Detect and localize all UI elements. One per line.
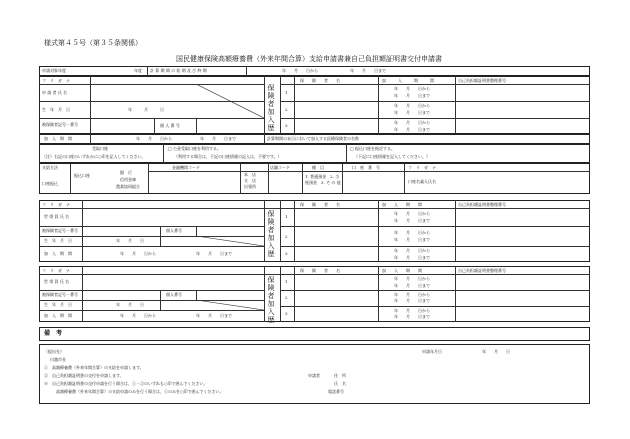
join-label: 加 入 期 間 xyxy=(44,251,72,256)
remarks-box[interactable] xyxy=(39,327,590,341)
statement-2: ② 自己負担額証明書の交付を申請します。 xyxy=(44,373,124,378)
apply-date-label: 申請年月日 xyxy=(422,349,442,354)
join-from[interactable]: 年 月 日から xyxy=(120,313,156,318)
member-name-label: 世 帯 員 氏 名 xyxy=(44,214,70,219)
option-public-note: （利用する場合は，下記の口座情報の記入は，不要です。） xyxy=(174,154,282,159)
birth-label: 生 年 月 日 xyxy=(42,107,70,112)
holder-kana-label: フ リ ガ ナ xyxy=(408,165,436,170)
join-label: 加 入 期 間 xyxy=(44,136,72,141)
delegate-label: 受取口座 xyxy=(92,146,108,151)
row-no: 3 xyxy=(285,251,288,256)
birth-ymd[interactable]: 年 月 日 xyxy=(116,302,144,307)
period-to[interactable]: 年 月 日まで xyxy=(394,314,430,319)
row-no: 2 xyxy=(285,295,288,300)
period-from[interactable]: 年 月 日から xyxy=(394,248,430,253)
row-no: 1 xyxy=(285,214,288,219)
form-number: 様式第４５号（第３５条関係） xyxy=(44,39,142,47)
period-from[interactable]: 年 月 日から xyxy=(394,276,430,281)
member-name-label: 世 帯 員 氏 名 xyxy=(44,279,70,284)
join-from[interactable]: 年 月 日から xyxy=(136,136,172,141)
join-label: 加 入 期 間 xyxy=(44,313,72,318)
col-insurer: 保 険 者 名 xyxy=(300,78,340,83)
bank-code-label: 金融機関コード xyxy=(172,165,200,170)
col-cert-no: 自己負担額証明書整理番号 xyxy=(458,78,506,83)
join-to[interactable]: 年 月 日まで xyxy=(200,136,236,141)
period-to[interactable]: 年 月 日まで xyxy=(394,283,430,288)
row-no: 2 xyxy=(285,234,288,239)
col-cert-no: 自己負担額証明書整理番号 xyxy=(458,202,506,207)
period-label: 計 算 期 間 の 始 期 及 び 終 期 xyxy=(150,68,207,73)
statement-1: ① 高額療養費（外来年間合算）の支給を申請します。 xyxy=(44,365,144,370)
credit-type: 信用金庫 xyxy=(120,177,136,182)
statement-note-2: 高額療養費（外来年間合算）の支給申請のみを行う場合は，①のみを○印で囲んでください。 xyxy=(56,389,224,394)
fiscal-year-unit: 年度 xyxy=(134,68,142,73)
period-from[interactable]: 年 月 日から xyxy=(394,230,430,235)
col-period: 加 入 期 間 xyxy=(382,268,422,273)
period-to[interactable]: 年 月 日まで xyxy=(394,255,430,260)
row-no: 2 xyxy=(285,107,288,112)
option-designate-note: （下記に口座情報を記入してください。） xyxy=(354,154,430,159)
option-public-account[interactable]: □ 公金受取口座を利用する。 xyxy=(168,146,222,151)
insurer-history-label: 保険者加入歴 xyxy=(267,84,275,132)
birth-label: 生 年 月 日 xyxy=(44,238,72,243)
furigana-label: フ リ ガ ナ xyxy=(42,78,70,83)
fiscal-year-label: 申請対象年度 xyxy=(42,68,66,73)
period-from[interactable]: 年 月 日から xyxy=(394,103,430,108)
period-from[interactable]: 年 月 日から xyxy=(394,292,430,297)
personal-no-label: 個人番号 xyxy=(166,228,182,233)
diagonal-mark xyxy=(196,300,264,310)
address-label: 住 所 xyxy=(334,373,346,378)
holder-name-label: 口座名義人氏名 xyxy=(408,179,436,184)
submit-to-label: （提出先） xyxy=(44,349,64,354)
birth-label: 生 年 月 日 xyxy=(44,302,72,307)
period-to[interactable]: 年 月 日まで xyxy=(394,298,430,303)
applicant-label: 申請者 xyxy=(308,373,320,378)
applicant-name-label: 申 請 者 氏 名 xyxy=(42,90,68,95)
col-cert-no: 自己負担額証明書整理番号 xyxy=(458,268,506,273)
delegate-note: （注）右記の口座のいずれかに○印を記入してください。 xyxy=(42,154,146,159)
period-from[interactable]: 年 月 日から xyxy=(394,86,430,91)
row-no: 1 xyxy=(285,90,288,95)
join-to[interactable]: 年 月 日まで xyxy=(196,251,232,256)
insurer-history-label: 保険者加入歴 xyxy=(267,210,275,258)
remarks-label: 備 考 xyxy=(44,330,63,337)
period-to[interactable]: 年 月 日まで xyxy=(350,68,386,73)
sub-office: 出張所 xyxy=(244,184,256,189)
period-to[interactable]: 年 月 日まで xyxy=(394,93,430,98)
branch-office: 支 店 xyxy=(244,178,256,183)
col-insurer: 保 険 者 名 xyxy=(300,268,340,273)
phone-label: 電話番号 xyxy=(328,389,344,394)
account-types[interactable]: 1. 普通預金 2. 当座預金 3. そ の 他 xyxy=(305,174,341,185)
row-no: 3 xyxy=(285,123,288,128)
transfer-label: 口座振込 xyxy=(42,181,58,186)
join-from[interactable]: 年 月 日から xyxy=(120,251,156,256)
row-no: 3 xyxy=(285,311,288,316)
period-from[interactable]: 年 月 日から xyxy=(394,120,430,125)
diagonal-mark xyxy=(196,236,264,246)
agri-type: 農業協同組合 xyxy=(116,184,140,189)
apply-date[interactable]: 年 月 日 xyxy=(482,349,510,354)
signer-name-label: 氏 名 xyxy=(334,381,346,386)
diagonal-mark xyxy=(196,84,264,118)
insured-code-label: 被保険者記号・番号 xyxy=(42,292,78,297)
statement-note: ※ 自己負担額証明書の交付申請を行う場合は，①・②のいずれも○印で囲んでください。 xyxy=(44,381,208,386)
account-no-label: 口 座 番 号 xyxy=(352,165,380,170)
submit-to: 川越市長 xyxy=(50,357,66,362)
furigana-label: フ リ ガ ナ xyxy=(42,268,70,273)
head-office: 本 店 xyxy=(244,172,256,177)
period-to[interactable]: 年 月 日まで xyxy=(394,237,430,242)
period-to[interactable]: 年 月 日まで xyxy=(394,127,430,132)
personal-no-label: 個 人 番 号 xyxy=(160,123,180,128)
col-insurer: 保 険 者 名 xyxy=(300,202,340,207)
period-to[interactable]: 年 月 日まで xyxy=(394,110,430,115)
row-no: 1 xyxy=(285,279,288,284)
form-title: 国民健康保険高額療養費（外来年間合算）支給申請書兼自己負担額証明書交付申請書 xyxy=(176,55,442,63)
insured-code-label: 被保険者記号・番号 xyxy=(42,228,78,233)
col-period: 加 入 期 間 xyxy=(382,78,434,83)
furigana-label: フ リ ガ ナ xyxy=(42,202,70,207)
col-period: 加 入 期 間 xyxy=(382,202,422,207)
birth-ymd[interactable]: 年 月 日 xyxy=(116,238,144,243)
insured-code-label: 被保険者記号・番号 xyxy=(42,122,78,127)
join-to[interactable]: 年 月 日まで xyxy=(196,313,232,318)
personal-no-label: 個人番号 xyxy=(166,292,182,297)
pay-method-label: 支給方法 xyxy=(42,165,58,170)
account-type-label: 種 目 xyxy=(312,165,324,170)
bank-type: 銀 行 xyxy=(120,170,132,175)
join-note: 計算期間の末日において加入する医療保険者の名称 xyxy=(267,136,359,141)
store-code-label: 店舗コード xyxy=(270,165,290,170)
option-designate-account[interactable]: □ 振込口座を指定する。 xyxy=(350,146,396,151)
bank-account-label: 振込口座 xyxy=(74,173,90,178)
period-from[interactable]: 年 月 日から xyxy=(394,211,430,216)
period-from[interactable]: 年 月 日から xyxy=(282,68,318,73)
birth-ymd[interactable]: 年 月 日 xyxy=(128,107,164,112)
period-to[interactable]: 年 月 日まで xyxy=(394,218,430,223)
insurer-history-label: 保険者加入歴 xyxy=(267,276,275,324)
period-from[interactable]: 年 月 日から xyxy=(394,308,430,313)
